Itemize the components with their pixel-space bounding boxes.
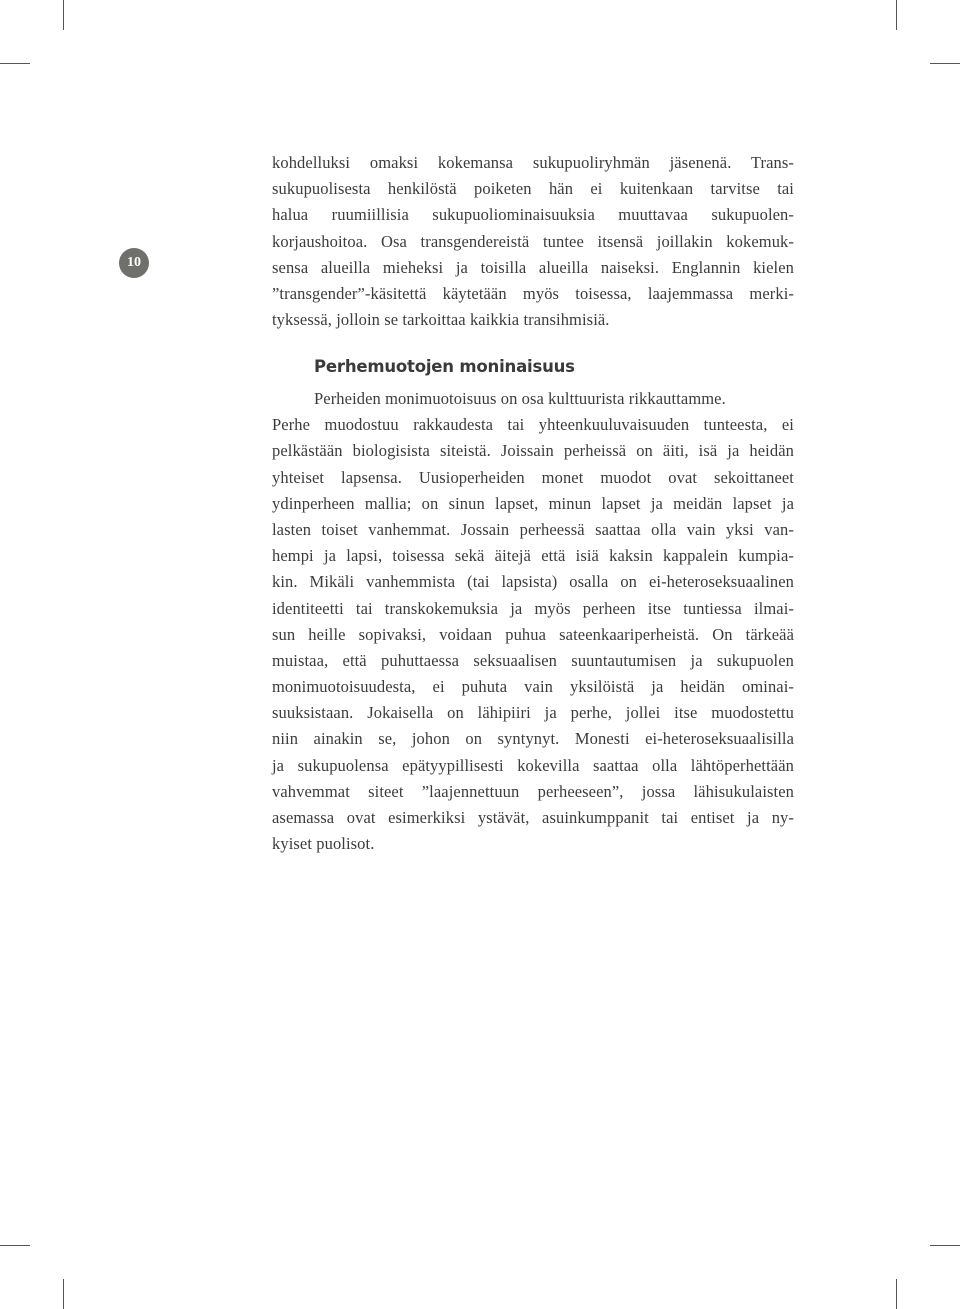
crop-mark-right-top (930, 63, 960, 64)
text-line: hempi ja lapsi, toisessa sekä äitejä että isiä kaksin kappalein kumpia- (272, 546, 794, 566)
text-line: kohdelluksi omaksi kokemansa sukupuoliryhmän jäsenenä. Trans- (272, 153, 794, 172)
crop-mark-right-bottom (930, 1245, 960, 1246)
text-line: sukupuolisesta henkilöstä poiketen hän ei kuitenkaan tarvitse tai (272, 179, 794, 199)
text-line: Perhe muodostuu rakkaudesta tai yhteenkuuluvaisuuden tunteesta, ei (272, 415, 794, 435)
crop-mark-top-right (896, 0, 897, 30)
text-line: asemassa ovat esimerkiksi ystävät, asuinkumppanit tai entiset ja ny- (272, 808, 794, 827)
text-line: kin. Mikäli vanhemmista (tai lapsista) osalla on ei-heteroseksuaalinen (272, 572, 794, 592)
text-line: halua ruumiillisia sukupuoliominaisuuksia muuttavaa sukupuolen- (272, 205, 794, 225)
text-line: sun heille sopivaksi, voidaan puhua sateenkaariperheistä. On tärkeää (272, 624, 794, 644)
text-line: korjaushoitoa. Osa transgendereistä tuntee itsensä joillakin kokemuk- (272, 231, 794, 251)
text-line: muistaa, että puhuttaessa seksuaalisen suuntautumisen ja sukupuolen (272, 650, 794, 670)
crop-mark-top-left (63, 0, 64, 30)
text-line: lasten toiset vanhemmat. Jossain perheessä saattaa olla vain yksi van- (272, 519, 794, 539)
crop-mark-left-top (0, 63, 30, 64)
text-line: ja sukupuolensa epätyypillisesti kokevilla saattaa olla lähtöperhettään (272, 755, 794, 775)
crop-mark-left-bottom (0, 1245, 30, 1246)
crop-mark-bottom-left (63, 1279, 64, 1309)
text-line: pelkästään biologisista siteistä. Joissain perheissä on äiti, isä ja heidän (272, 441, 794, 461)
text-line: identiteetti tai transkokemuksia ja myös perheen itse tuntiessa ilmai- (272, 598, 794, 618)
text-line: ydinperheen mallia; on sinun lapset, minun lapset ja meidän lapset ja (272, 493, 794, 513)
text-line: suuksistaan. Jokaisella on lähipiiri ja perhe, jollei itse muodostettu (272, 703, 794, 723)
intro-paragraph (272, 150, 794, 333)
text-line: yhteiset lapsensa. Uusioperheiden monet muodot ovat sekoittaneet (272, 467, 794, 487)
text-line: ”transgender”-käsitettä käytetään myös toisessa, laajemmassa merki- (272, 283, 794, 303)
text-line: vahvemmat siteet ”laajennettuun perheeseen”, jossa lähisukulaisten (272, 781, 794, 801)
page-number: 10 (119, 248, 149, 278)
text-line: kyiset puolisot. (272, 834, 375, 854)
text-line: monimuotoisuudesta, ei puhuta vain yksilöistä ja heidän ominai- (272, 677, 794, 697)
text-line: Perheiden monimuotoisuus on osa kulttuurista rikkauttamme. (314, 389, 726, 408)
section-heading: Perhemuotojen moninaisuus (314, 357, 575, 376)
section-paragraph (272, 386, 794, 857)
text-line: sensa alueilla mieheksi ja toisilla alueilla naiseksi. Englannin kielen (272, 257, 794, 277)
text-line: tyksessä, jolloin se tarkoittaa kaikkia transihmisiä. (272, 310, 610, 330)
crop-mark-bottom-right (896, 1279, 897, 1309)
text-line: niin ainakin se, johon on syntynyt. Monesti ei-heteroseksuaalisilla (272, 729, 794, 749)
